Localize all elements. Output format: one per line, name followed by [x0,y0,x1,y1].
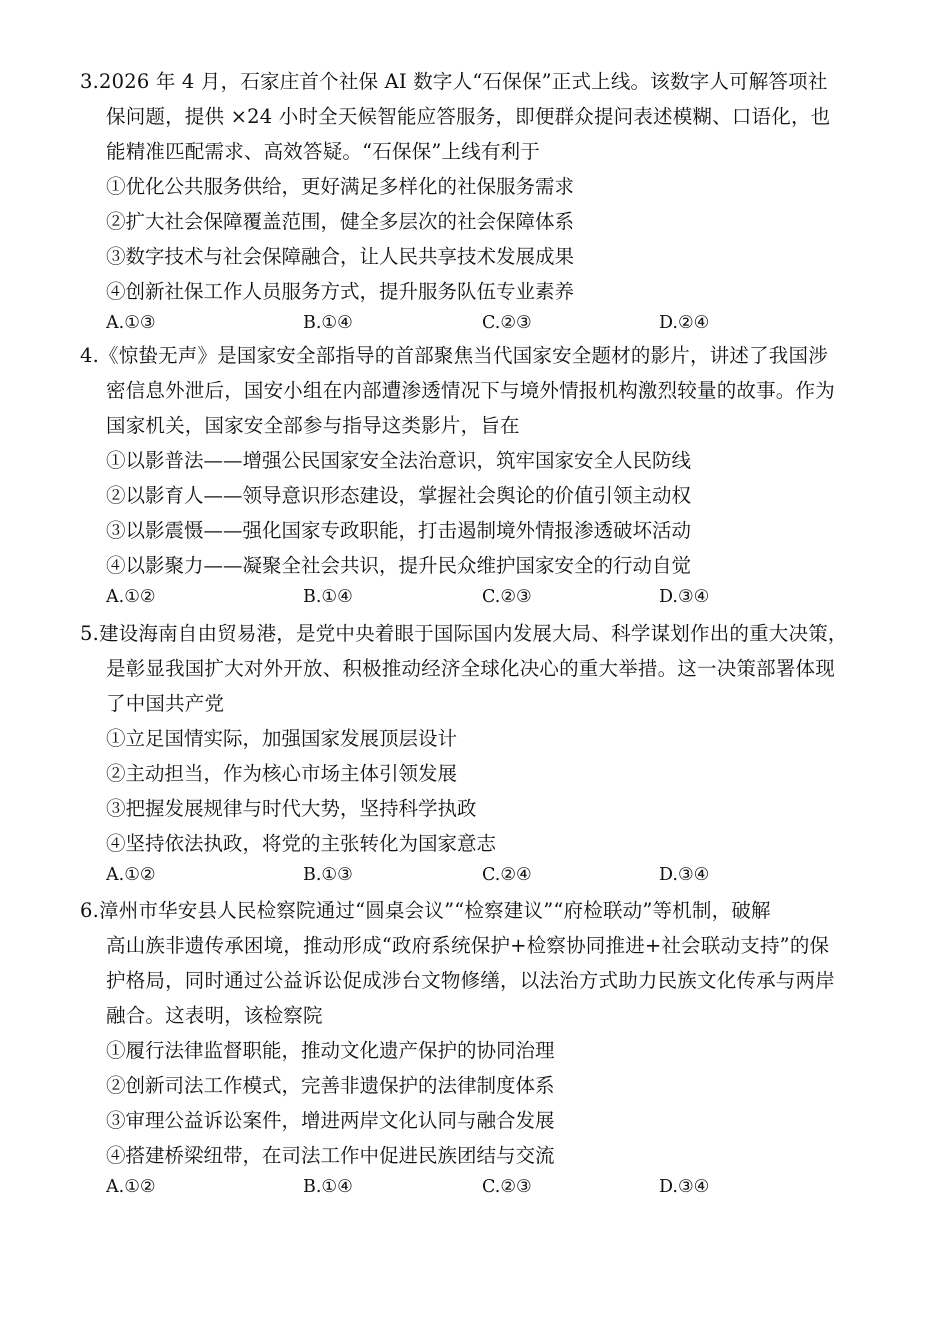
option-d[interactable]: D.③④ [659,587,710,607]
option-d[interactable]: D.②④ [659,313,710,333]
answer-options [80,309,875,337]
option-a[interactable]: A.①② [106,1177,156,1197]
question-stem [80,338,875,443]
answer-options [80,583,875,611]
stem-line: 能精准匹配需求、高效答疑。“石保保”上线有利于 [106,140,541,163]
statement-2: ②创新司法工作模式，完善非遗保护的法律制度体系 [106,1074,555,1097]
option-b[interactable]: B.①③ [303,865,353,885]
option-c[interactable]: C.②③ [482,587,532,607]
statement-4: ④创新社保工作人员服务方式，提升服务队伍专业素养 [106,280,575,303]
stem-line: 4.《惊蛰无声》是国家安全部指导的首部聚焦当代国家安全题材的影片，讲述了我国涉 [80,344,828,367]
statement-3: ③以影震慑——强化国家专政职能，打击遏制境外情报渗透破坏活动 [106,519,692,542]
statement-1: ①优化公共服务供给，更好满足多样化的社保服务需求 [106,175,575,198]
option-a[interactable]: A.①② [106,587,156,607]
option-a[interactable]: A.①② [106,865,156,885]
stem-line: 融合。这表明，该检察院 [106,1004,323,1027]
statement-2: ②扩大社会保障覆盖范围，健全多层次的社会保障体系 [106,210,575,233]
question-4 [80,338,875,611]
stem-line: 护格局，同时通过公益诉讼促成涉台文物修缮，以法治方式助力民族文化传承与两岸 [106,969,835,992]
statement-4: ④以影聚力——凝聚全社会共识，提升民众维护国家安全的行动自觉 [106,554,692,577]
question-5 [80,616,875,889]
statement-4: ④坚持依法执政，将党的主张转化为国家意志 [106,832,497,855]
option-b[interactable]: B.①④ [303,1177,353,1197]
answer-options [80,1173,875,1201]
statement-2: ②主动担当，作为核心市场主体引领发展 [106,762,458,785]
option-d[interactable]: D.③④ [659,1177,710,1197]
stem-line: 是彰显我国扩大对外开放、积极推动经济全球化决心的重大举措。这一决策部署体现 [106,657,835,680]
option-c[interactable]: C.②③ [482,313,532,333]
question-stem [80,64,875,169]
option-b[interactable]: B.①④ [303,587,353,607]
stem-line: 3.2026 年 4 月，石家庄首个社保 AI 数字人“石保保”正式上线。该数字人可解答项社 [80,70,828,93]
statement-3: ③把握发展规律与时代大势，坚持科学执政 [106,797,477,820]
statement-1: ①立足国情实际，加强国家发展顶层设计 [106,727,458,750]
stem-line: 保问题，提供 ×24 小时全天候智能应答服务，即便群众提问表述模糊、口语化，也 [106,105,831,128]
option-c[interactable]: C.②④ [482,865,532,885]
statement-3: ③审理公益诉讼案件，增进两岸文化认同与融合发展 [106,1109,555,1132]
stem-line: 了中国共产党 [106,692,225,715]
stem-line: 国家机关，国家安全部参与指导这类影片，旨在 [106,414,520,437]
statement-1: ①以影普法——增强公民国家安全法治意识，筑牢国家安全人民防线 [106,449,692,472]
question-3 [80,64,875,337]
option-b[interactable]: B.①④ [303,313,353,333]
statement-1: ①履行法律监督职能，推动文化遗产保护的协同治理 [106,1039,555,1062]
stem-line: 密信息外泄后，国安小组在内部遭渗透情况下与境外情报机构激烈较量的故事。作为 [106,379,835,402]
question-stem [80,616,875,721]
question-6 [80,893,875,1201]
question-stem [80,893,875,1033]
answer-options [80,861,875,889]
stem-line: 6.漳州市华安县人民检察院通过“圆桌会议”“检察建议”“府检联动”等机制，破解 [80,899,771,922]
statement-2: ②以影育人——领导意识形态建设，掌握社会舆论的价值引领主动权 [106,484,692,507]
option-c[interactable]: C.②③ [482,1177,532,1197]
option-d[interactable]: D.③④ [659,865,710,885]
statement-4: ④搭建桥梁纽带，在司法工作中促进民族团结与交流 [106,1144,555,1167]
option-a[interactable]: A.①③ [106,313,156,333]
stem-line: 5.建设海南自由贸易港，是党中央着眼于国际国内发展大局、科学谋划作出的重大决策， [80,622,848,645]
statement-3: ③数字技术与社会保障融合，让人民共享技术发展成果 [106,245,575,268]
stem-line: 高山族非遗传承困境，推动形成“政府系统保护+检察协同推进+社会联动支持”的保 [106,934,830,957]
